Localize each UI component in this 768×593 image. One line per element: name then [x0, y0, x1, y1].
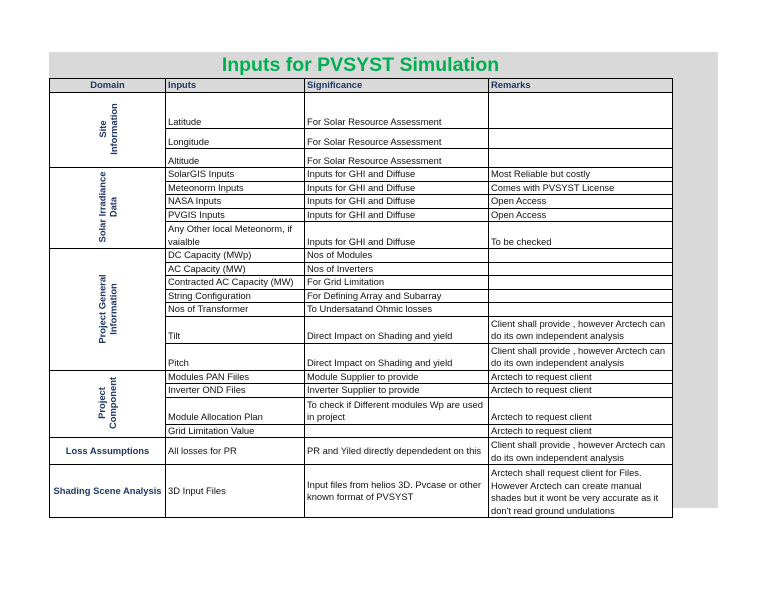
table-row: [50, 438, 673, 465]
remarks-cell: Client shall provide , however Arctech can do its own independent analysis: [489, 438, 673, 465]
significance-cell: Input files from helios 3D. Pvcase or other known format of PVSYST: [305, 465, 489, 518]
input-cell: Latitude: [166, 93, 305, 129]
remarks-cell: [489, 249, 673, 263]
domain-loss-assumptions: Loss Assumptions: [50, 438, 166, 465]
significance-cell: Inputs for GHI and Diffuse: [305, 181, 489, 195]
input-cell: Any Other local Meteonorm, if vaialble: [166, 222, 305, 249]
input-cell: AC Capacity (MW): [166, 262, 305, 276]
significance-cell: Nos of Inverters: [305, 262, 489, 276]
input-cell: Tilt: [166, 316, 305, 343]
remarks-cell: [489, 276, 673, 290]
table-row: [50, 249, 673, 263]
remarks-cell: To be checked: [489, 222, 673, 249]
header-domain: Domain: [50, 79, 166, 93]
table-row: [50, 465, 673, 518]
significance-cell: Nos of Modules: [305, 249, 489, 263]
remarks-cell: [489, 129, 673, 149]
input-cell: Longitude: [166, 129, 305, 149]
input-cell: Inverter OND Files: [166, 384, 305, 398]
significance-cell: For Grid Limitation: [305, 276, 489, 290]
significance-cell: Inputs for GHI and Diffuse: [305, 168, 489, 182]
input-cell: Nos of Transformer: [166, 303, 305, 317]
significance-cell: [305, 424, 489, 438]
input-cell: NASA Inputs: [166, 195, 305, 209]
remarks-cell: [489, 303, 673, 317]
header-inputs: Inputs: [166, 79, 305, 93]
remarks-cell: [489, 149, 673, 168]
significance-cell: Module Supplier to provide: [305, 370, 489, 384]
remarks-cell: Arctech to request client: [489, 424, 673, 438]
remarks-cell: [489, 93, 673, 129]
input-cell: Pitch: [166, 343, 305, 370]
header-significance: Significance: [305, 79, 489, 93]
significance-cell: To check if Different modules Wp are used in project: [305, 397, 489, 424]
input-cell: PVGIS Inputs: [166, 208, 305, 222]
input-cell: SolarGIS Inputs: [166, 168, 305, 182]
domain-project-general-information: Project General Information: [50, 249, 166, 371]
remarks-cell: Arctech to request client: [489, 384, 673, 398]
significance-cell: Inputs for GHI and Diffuse: [305, 222, 489, 249]
remarks-cell: Client shall provide , however Arctech can do its own independent analysis: [489, 343, 673, 370]
significance-cell: Direct Impact on Shading and yield: [305, 343, 489, 370]
significance-cell: For Solar Resource Assessment: [305, 129, 489, 149]
domain-solar-irradiance-data: Solar Irradiance Data: [50, 168, 166, 249]
input-cell: 3D Input Files: [166, 465, 305, 518]
significance-cell: For Solar Resource Assessment: [305, 93, 489, 129]
domain-site-information: Site Information: [50, 93, 166, 168]
table-row: [50, 168, 673, 182]
remarks-cell: Arctech to request client: [489, 370, 673, 384]
remarks-cell: Client shall provide , however Arctech can do its own independent analysis: [489, 316, 673, 343]
significance-cell: To Undersatand Ohmic losses: [305, 303, 489, 317]
input-cell: Module Allocation Plan: [166, 397, 305, 424]
significance-cell: PR and Yiled directly dependedent on this: [305, 438, 489, 465]
header-remarks: Remarks: [489, 79, 673, 93]
page-title: Inputs for PVSYST Simulation: [221, 54, 500, 76]
input-cell: Grid Limitation Value: [166, 424, 305, 438]
domain-project-component: Project Component: [50, 370, 166, 438]
remarks-cell: Comes with PVSYST License: [489, 181, 673, 195]
remarks-cell: Most Reliable but costly: [489, 168, 673, 182]
remarks-cell: Arctech shall request client for Files. However Arctech can create manual shades but it wont be very accurate as it don't read ground undulations: [489, 465, 673, 518]
significance-cell: For Solar Resource Assessment: [305, 149, 489, 168]
significance-cell: For Defining Array and Subarray: [305, 289, 489, 303]
remarks-cell: [489, 262, 673, 276]
inputs-table: [49, 78, 673, 518]
input-cell: Meteonorm Inputs: [166, 181, 305, 195]
input-cell: DC Capacity (MWp): [166, 249, 305, 263]
input-cell: All losses for PR: [166, 438, 305, 465]
significance-cell: Inputs for GHI and Diffuse: [305, 208, 489, 222]
significance-cell: Inverter Supplier to provide: [305, 384, 489, 398]
remarks-cell: Open Access: [489, 208, 673, 222]
remarks-cell: Open Access: [489, 195, 673, 209]
significance-cell: Inputs for GHI and Diffuse: [305, 195, 489, 209]
remarks-cell: [489, 289, 673, 303]
remarks-cell: Arctech to request client: [489, 397, 673, 424]
sheet-gray-margin: [672, 52, 718, 508]
input-cell: Contracted AC Capacity (MW): [166, 276, 305, 290]
input-cell: Modules PAN Fiiles: [166, 370, 305, 384]
domain-shading-scene-analysis: Shading Scene Analysis: [50, 465, 166, 518]
input-cell: Altitude: [166, 149, 305, 168]
significance-cell: Direct Impact on Shading and yield: [305, 316, 489, 343]
table-row: [50, 370, 673, 384]
input-cell: String Configuration: [166, 289, 305, 303]
table-row: [50, 93, 673, 129]
